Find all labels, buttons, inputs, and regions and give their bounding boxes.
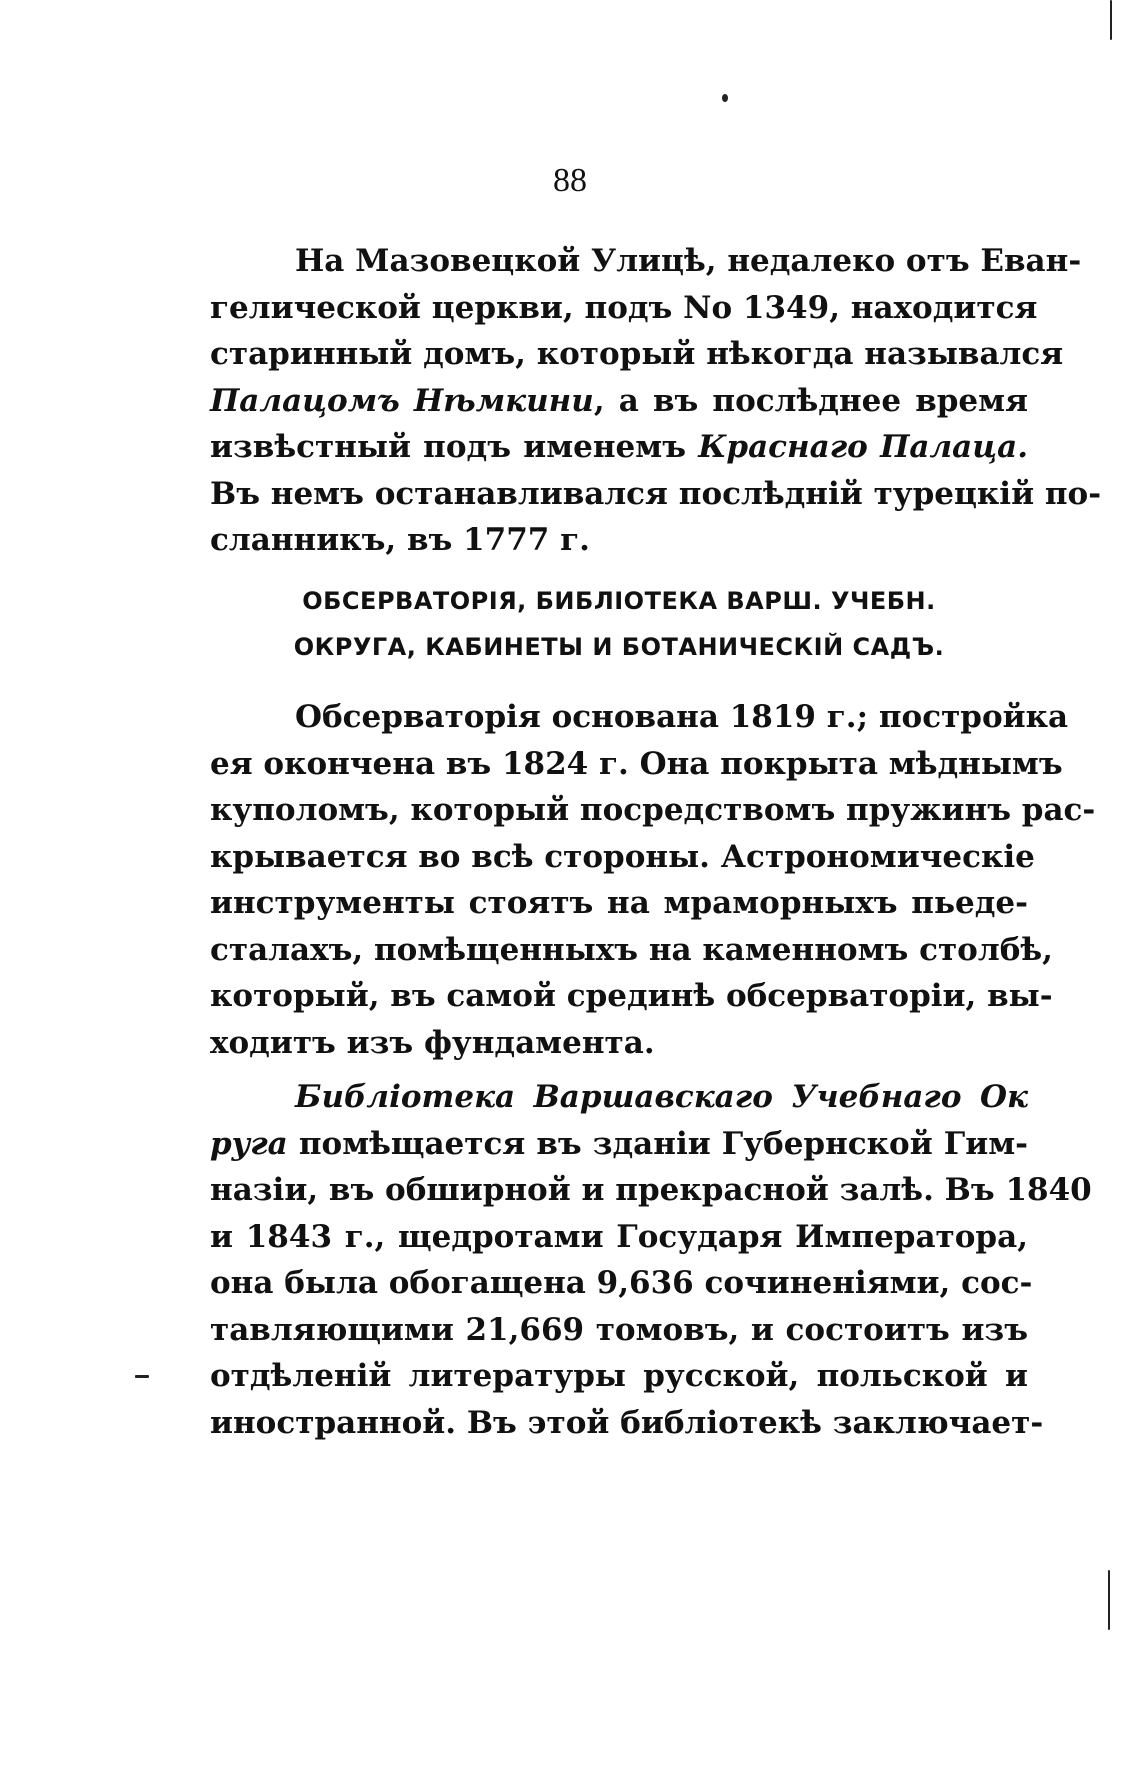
text-segment: извѣстный подъ именемъ	[210, 429, 699, 465]
text-line	[210, 1400, 1044, 1447]
paragraph-body	[210, 238, 1102, 564]
print-speck	[1110, 0, 1112, 40]
italic-text: Библіотека Варшавскаго Учебнаго Ок	[295, 1079, 1028, 1115]
paragraph-library	[210, 1074, 1092, 1446]
text-line	[210, 694, 1069, 741]
text-line	[210, 1214, 1028, 1261]
text-segment: помѣщается въ зданіи Губернской Гим-	[287, 1125, 1028, 1162]
text-segment: отдѣленій литературы русской, польской и	[210, 1358, 1028, 1394]
text-line	[210, 1260, 1033, 1307]
paragraph-body	[210, 1074, 1092, 1446]
text-line	[210, 517, 1028, 564]
section-heading	[210, 578, 1028, 670]
text-line	[210, 927, 1053, 974]
text-line	[210, 1020, 1028, 1067]
text-line	[210, 1074, 1028, 1121]
text-line	[210, 787, 1096, 834]
italic-text: Краснаго Палаца.	[698, 429, 1028, 465]
text-line	[210, 741, 1063, 788]
text-segment: На Мазовецкой Улицѣ, недалеко отъ Еван-	[295, 243, 1082, 279]
text-segment: она была обогащена 9,636 сочиненіями, сос-	[210, 1265, 1033, 1301]
text-line	[210, 331, 1064, 378]
text-segment: Въ немъ останавливался послѣдній турецкій по-	[210, 475, 1102, 512]
heading-line: ОБСЕРВАТОРІЯ, БИБЛІОТЕКА ВАРШ. УЧЕБН.	[302, 587, 936, 615]
text-line	[210, 1307, 1028, 1354]
text-segment: ея окончена въ 1824 г. Она покрыта мѣднымъ	[210, 745, 1063, 782]
text-line	[210, 973, 1053, 1020]
text-line	[210, 285, 1038, 332]
text-segment: куполомъ, который посредствомъ пружинъ рас-	[210, 792, 1096, 828]
heading-line: ОКРУГА, КАБИНЕТЫ И БОТАНИЧЕСКІЙ САДЪ.	[293, 633, 945, 661]
print-speck	[135, 1375, 149, 1378]
italic-text: Палацомъ Нѣмкини	[210, 382, 594, 419]
text-line	[210, 378, 1028, 425]
text-segment: иностранной. Въ этой библіотекѣ заключает-	[210, 1404, 1044, 1441]
paragraph-body	[210, 694, 1096, 1066]
text-segment: тавляющими 21,669 томовъ, и состоитъ изъ	[210, 1311, 1028, 1348]
text-segment: Обсерваторія основана 1819 г.; постройка	[295, 699, 1069, 735]
text-segment: крывается во всѣ стороны. Астрономическіе	[210, 838, 1035, 875]
text-line	[210, 471, 1102, 518]
italic-text: руга	[210, 1125, 288, 1162]
text-segment: сланникъ, въ 1777 г.	[210, 522, 590, 558]
text-line	[210, 238, 1082, 285]
paragraph-mazowiecka-street	[210, 238, 1102, 564]
text-segment: ходитъ изъ фундамента.	[210, 1024, 655, 1061]
text-line	[210, 880, 1028, 927]
paragraph-observatory	[210, 694, 1096, 1066]
text-line	[210, 1167, 1092, 1214]
text-segment: старинный домъ, который нѣкогда назывался	[210, 336, 1064, 372]
text-segment: гелической церкви, подъ No 1349, находится	[210, 289, 1038, 326]
print-speck	[1108, 1570, 1110, 1630]
text-segment: который, въ самой срединѣ обсерваторіи, вы-	[210, 978, 1053, 1014]
text-line	[210, 834, 1035, 881]
text-segment: сталахъ, помѣщенныхъ на каменномъ столбѣ,	[210, 931, 1053, 968]
text-segment: назіи, въ обширной и прекрасной залѣ. Въ 1840	[210, 1172, 1092, 1208]
text-segment: инструменты стоятъ на мраморныхъ пьеде-	[210, 885, 1028, 921]
text-line	[210, 1353, 1028, 1400]
text-segment: и 1843 г., щедротами Государя Императора,	[210, 1218, 1028, 1255]
text-line	[210, 424, 1028, 471]
text-segment: , а въ послѣднее время	[593, 382, 1028, 419]
page-number: 88	[553, 162, 587, 199]
text-line	[210, 1121, 1028, 1168]
print-speck	[722, 94, 728, 102]
